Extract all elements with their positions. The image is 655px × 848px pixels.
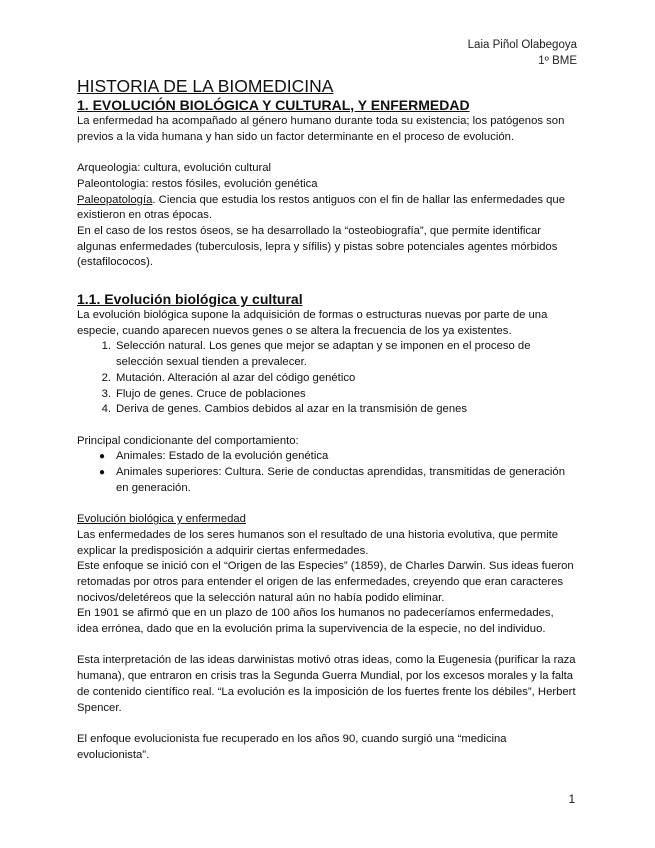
paragraph: Esta interpretación de las ideas darwinistas motivó otras ideas, como la Eugenesia (purificar la raza humana), que entraron en crisis tras la Segunda Guerra Mundial, por los excesos morales y la falta de contenido científico real. “La evolución es la imposición de los fuertes frente los débiles”, Herbert Spencer.	[77, 654, 576, 714]
condicionante-bullets	[77, 449, 577, 496]
bullet-icon: ●	[99, 467, 106, 479]
page-title: HISTORIA DE LA BIOMEDICINA	[77, 76, 334, 96]
page-number: 1	[568, 794, 575, 806]
header-author: Laia Piñol Olabegoya	[467, 39, 577, 51]
paragraph: En 1901 se afirmó que en un plazo de 100 años los humanos no padeceríamos enfermedades, idea errónea, dado que en la evolución prima la supervivencia de la especie, no del individuo.	[77, 607, 554, 636]
paragraph: Las enfermedades de los seres humanos son el resultado de una historia evolutiva, que permite explicar la predisposición a adquirir ciertas enfermedades.	[77, 528, 559, 557]
restos-oseos-paragraph: En el caso de los restos óseos, se ha desarrollado la “osteobiografía”, que permite identificar algunas enfermedades (tuberculosis, lepra y sífilis) y pistas sobre potenciales agentes mórbidos (estafilococos).	[77, 224, 558, 269]
list-item: ● Animales: Estado de la evolución genética	[77, 449, 577, 465]
list-item: 3. Flujo de genes. Cruce de poblaciones	[101, 387, 306, 400]
paleopatologia-term: Paleopatología	[77, 193, 153, 206]
section-1-1-heading: 1.1. Evolución biológica y cultural	[77, 291, 303, 308]
list-item: ● Animales superiores: Cultura. Serie de conductas aprendidas, transmitidas de generación en generación.	[99, 466, 565, 494]
paleopatologia-definition: . Ciencia que estudia los restos antiguos con el fin de hallar las enfermedades que existieron en otras épocas.	[77, 193, 565, 222]
bullet-icon: ●	[99, 451, 106, 463]
arqueologia-line: Arqueologia: cultura, evolución cultural	[77, 162, 272, 175]
section-1-1-intro: La evolución biológica supone la adquisición de formas o estructuras nuevas por parte de una especie, cuando aparecen nuevos genes o se altera la frecuencia de los ya existentes.	[77, 309, 548, 337]
list-item: 1. Selección natural. Los genes que mejor se adaptan y se imponen en el proceso de selección sexual tienden a prevalecer.	[101, 340, 531, 369]
document-body	[77, 76, 577, 763]
list-item: 2. Mutación. Alteración al azar del código genético	[101, 371, 356, 384]
header-course: 1º BME	[538, 55, 577, 67]
paragraph: El enfoque evolucionista fue recuperado en los años 90, cuando surgió una “medicina evolucionista”.	[77, 732, 507, 761]
evolution-mechanisms-list	[77, 339, 577, 418]
section-1-heading: 1. EVOLUCIÓN BIOLÓGICA Y CULTURAL, Y ENFERMEDAD	[77, 97, 470, 113]
section-1-intro: La enfermedad ha acompañado al género humano durante toda su existencia; los patógenos son previos a la vida humana y han sido un factor determinante en el proceso de evolución.	[77, 115, 565, 143]
paleopatologia-paragraph	[77, 193, 577, 224]
paragraph: Este enfoque se inició con el “Origen de las Especies” (1859), de Charles Darwin. Sus ideas fueron retomadas por otros para entender el origen de las enfermedades, creyendo que eran caracteres nocivos/deletéreos que la selección natural aún no había podido eliminar.	[77, 560, 574, 604]
subsection-heading: Evolución biológica y enfermedad	[77, 513, 246, 526]
list-item: 4. Deriva de genes. Cambios debidos al azar en la transmisión de genes	[101, 403, 468, 416]
paleontologia-line: Paleontologia: restos fósiles, evolución genética	[77, 177, 318, 190]
condicionante-intro: Principal condicionante del comportamiento:	[77, 434, 299, 447]
